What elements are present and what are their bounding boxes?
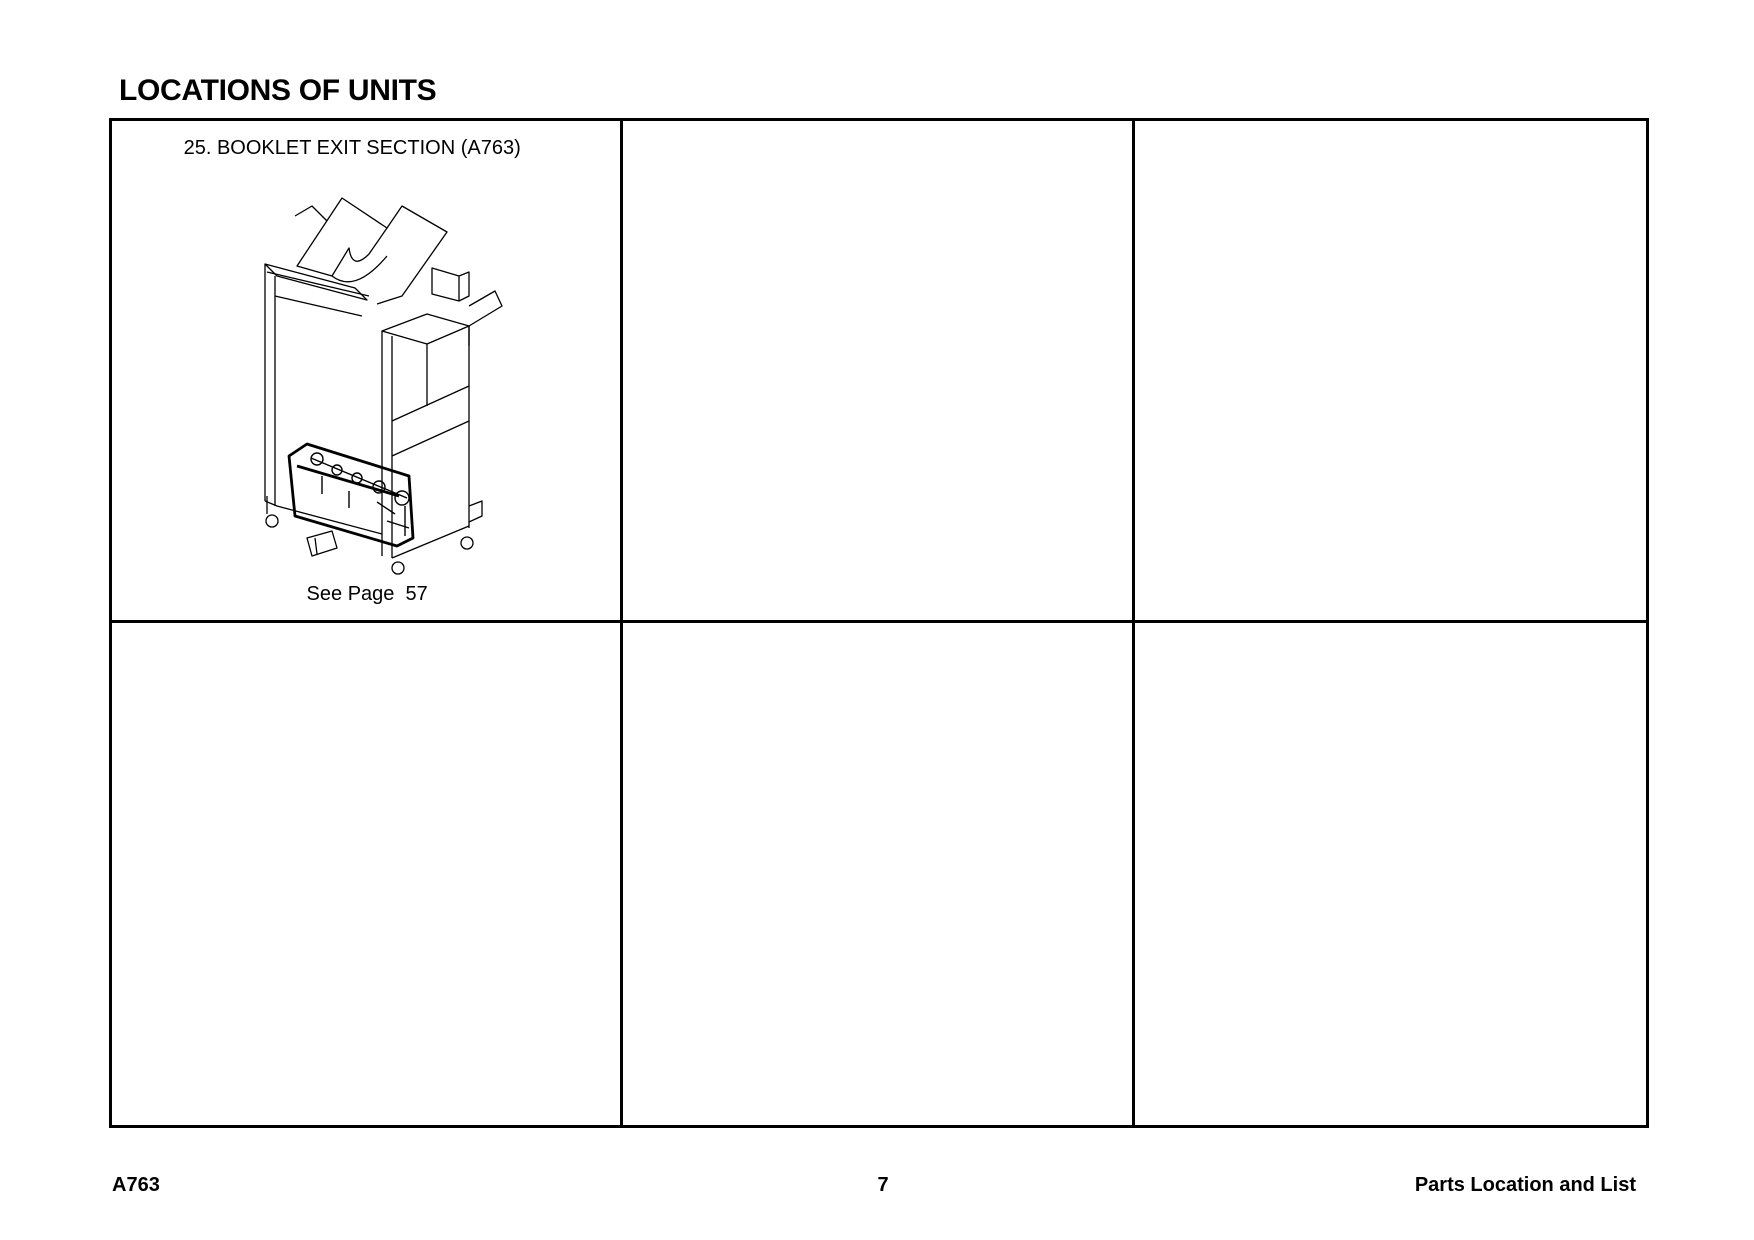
cell-title [112,137,620,160]
footer-page-number: 7 [877,1174,889,1196]
cell-page-reference-text: See Page 57 [306,583,428,605]
footer-model: A763 [112,1174,160,1196]
page-title: LOCATIONS OF UNITS [119,74,437,107]
location-cell-empty [1135,121,1646,623]
location-cell-empty [623,121,1134,623]
location-cell-empty [112,623,623,1125]
location-cell-booklet-exit[interactable] [112,121,623,623]
location-cell-empty [623,623,1134,1125]
cell-title-text: 25. BOOKLET EXIT SECTION (A763) [183,137,521,159]
booklet-finisher-illustration-icon [237,176,527,586]
cell-page-reference[interactable] [112,583,620,606]
locations-grid [109,118,1649,1128]
location-cell-empty [1135,623,1646,1125]
footer-section: Parts Location and List [1414,1174,1636,1196]
